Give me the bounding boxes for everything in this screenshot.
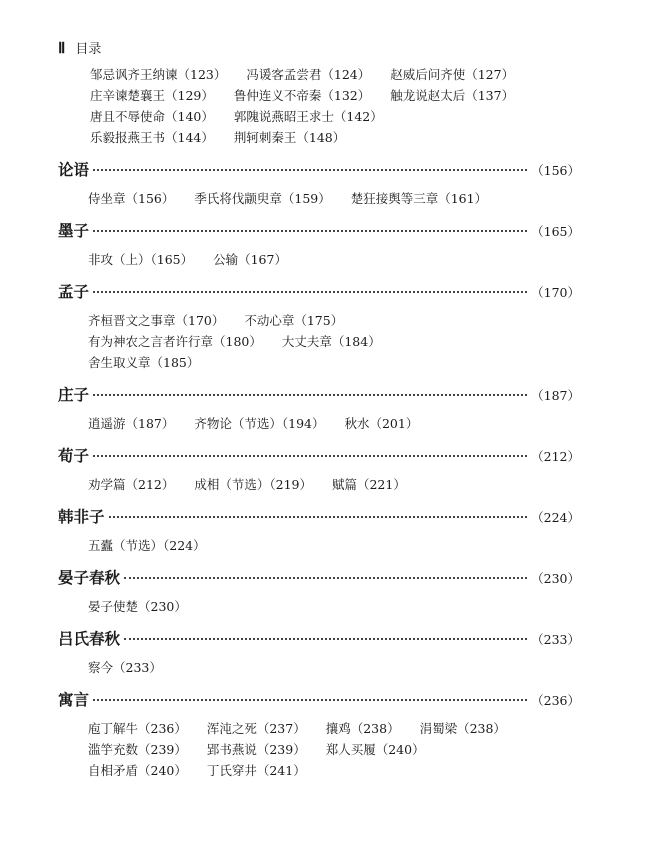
toc-section [58, 505, 580, 556]
toc-sub-line [88, 249, 580, 270]
toc-entry[interactable]: 不动心章（175） [244, 313, 344, 328]
section-page-number: （212） [531, 449, 580, 464]
dot-leader [124, 638, 527, 640]
continued-entries [58, 64, 580, 148]
section-entries [58, 535, 580, 556]
dot-leader [93, 291, 527, 293]
section-heading-row[interactable] [58, 383, 580, 409]
running-head [58, 38, 580, 64]
toc-entry[interactable]: 涓蜀梁（238） [419, 721, 506, 736]
section-page-number: （165） [531, 224, 580, 239]
toc-entry[interactable]: 晏子使楚（230） [88, 599, 187, 614]
section-page-number: （156） [531, 163, 580, 178]
toc-section [58, 444, 580, 495]
toc-sub-line [90, 106, 580, 127]
toc-entry[interactable]: 自相矛盾（240） [88, 763, 187, 778]
toc-section [58, 627, 580, 678]
toc-section [58, 383, 580, 434]
toc-entry[interactable]: 冯谖客孟尝君（124） [246, 67, 371, 82]
toc-entry[interactable]: 楚狂接舆等三章（161） [350, 191, 488, 206]
page-number-roman: Ⅱ [58, 41, 66, 57]
dot-leader [124, 577, 527, 579]
toc-sub-line [88, 188, 580, 209]
section-heading-row[interactable] [58, 158, 580, 184]
toc-sub-line [90, 64, 580, 85]
section-page-number: （233） [531, 632, 580, 647]
toc-entry[interactable]: 庖丁解牛（236） [88, 721, 187, 736]
section-entries [58, 188, 580, 209]
section-entries [58, 596, 580, 617]
toc-entry[interactable]: 丁氏穿井（241） [206, 763, 306, 778]
toc-sections [58, 158, 580, 781]
section-page-number: （224） [531, 510, 580, 525]
toc-sub-line [88, 596, 580, 617]
section-heading-row[interactable] [58, 688, 580, 714]
toc-entry[interactable]: 察今（233） [88, 660, 162, 675]
toc-sub-line [88, 413, 580, 434]
section-title[interactable]: 晏子春秋 [58, 569, 121, 587]
section-page-number: （170） [531, 285, 580, 300]
toc-entry[interactable]: 成相（节选）（219） [194, 477, 312, 492]
dot-leader [93, 455, 527, 457]
toc-entry[interactable]: 邹忌讽齐王纳谏（123） [90, 67, 227, 82]
toc-entry[interactable]: 鲁仲连义不帝秦（132） [233, 88, 371, 103]
toc-entry[interactable]: 赋篇（221） [331, 477, 406, 492]
toc-entry[interactable]: 赵威后问齐使（127） [390, 67, 515, 82]
toc-sub-line [88, 474, 580, 495]
section-heading-row[interactable] [58, 627, 580, 653]
toc-entry[interactable]: 庄辛谏楚襄王（129） [90, 88, 214, 103]
toc-section [58, 688, 580, 781]
toc-entry[interactable]: 五蠹（节选）（224） [88, 538, 206, 553]
toc-entry[interactable]: 秋水（201） [344, 416, 419, 431]
section-title[interactable]: 论语 [58, 161, 90, 179]
toc-entry[interactable]: 齐桓晋文之事章（170） [88, 313, 225, 328]
section-entries [58, 310, 580, 373]
dot-leader [93, 230, 527, 232]
toc-entry[interactable]: 乐毅报燕王书（144） [90, 130, 214, 145]
section-title[interactable]: 庄子 [58, 386, 90, 404]
running-head-title: 目录 [75, 42, 102, 57]
toc-entry[interactable]: 有为神农之言者许行章（180） [88, 334, 262, 349]
toc-entry[interactable]: 郑人买履（240） [325, 742, 425, 757]
toc-sub-line [88, 535, 580, 556]
toc-section [58, 280, 580, 373]
toc-entry[interactable]: 大丈夫章（184） [281, 334, 381, 349]
toc-entry[interactable]: 齐物论（节选）（194） [194, 416, 325, 431]
toc-entry[interactable]: 浑沌之死（237） [206, 721, 306, 736]
dot-leader [109, 516, 528, 518]
section-entries [58, 413, 580, 434]
toc-sub-line [90, 127, 580, 148]
toc-sub-line [88, 331, 580, 352]
section-entries [58, 474, 580, 495]
toc-entry[interactable]: 郢书燕说（239） [206, 742, 306, 757]
toc-sub-line [90, 85, 580, 106]
section-title[interactable]: 荀子 [58, 447, 90, 465]
toc-sub-line [88, 739, 580, 760]
section-heading-row[interactable] [58, 505, 580, 531]
toc-entry[interactable]: 非攻（上）（165） [88, 252, 194, 267]
toc-entry[interactable]: 逍遥游（187） [88, 416, 175, 431]
toc-entry[interactable]: 劝学篇（212） [88, 477, 175, 492]
toc-section [58, 566, 580, 617]
toc-entry[interactable]: 侍坐章（156） [88, 191, 175, 206]
toc-entry[interactable]: 攘鸡（238） [325, 721, 400, 736]
toc-entry[interactable]: 郭隗说燕昭王求士（142） [233, 109, 383, 124]
section-title[interactable]: 韩非子 [58, 508, 105, 526]
toc-sub-line [88, 657, 580, 678]
toc-sub-line [88, 718, 580, 739]
section-page-number: （236） [531, 693, 580, 708]
section-heading-row[interactable] [58, 219, 580, 245]
section-page-number: （230） [531, 571, 580, 586]
section-entries [58, 718, 580, 781]
section-entries [58, 657, 580, 678]
toc-entry[interactable]: 触龙说赵太后（137） [390, 88, 515, 103]
toc-entry[interactable]: 公输（167） [213, 252, 287, 267]
toc-entry[interactable]: 滥竽充数（239） [88, 742, 187, 757]
dot-leader [93, 169, 527, 171]
section-entries [58, 249, 580, 270]
section-title[interactable]: 寓言 [58, 691, 90, 709]
toc-sub-line [88, 310, 580, 331]
section-page-number: （187） [531, 388, 580, 403]
dot-leader [93, 394, 527, 396]
toc-entry[interactable]: 荆轲刺秦王（148） [233, 130, 346, 145]
section-title[interactable]: 吕氏春秋 [58, 630, 121, 648]
section-heading-row[interactable] [58, 280, 580, 306]
toc-sub-line [88, 760, 580, 781]
section-title[interactable]: 墨子 [58, 222, 90, 240]
toc-section [58, 158, 580, 209]
section-title[interactable]: 孟子 [58, 283, 90, 301]
toc-sub-line [88, 352, 580, 373]
section-heading-row[interactable] [58, 444, 580, 470]
dot-leader [93, 699, 527, 701]
toc-entry[interactable]: 季氏将伐颛臾章（159） [194, 191, 331, 206]
toc-entry[interactable]: 唐且不辱使命（140） [90, 109, 214, 124]
toc-section [58, 219, 580, 270]
toc-entry[interactable]: 舍生取义章（185） [88, 355, 200, 370]
section-heading-row[interactable] [58, 566, 580, 592]
